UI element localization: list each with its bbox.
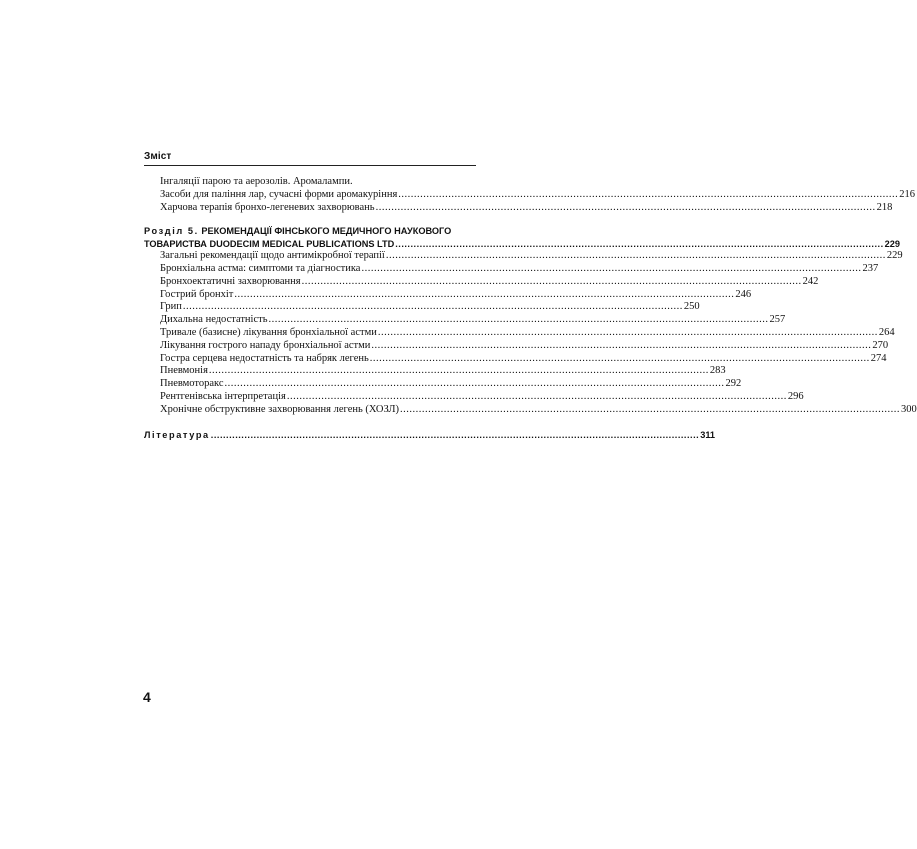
- leader-dots: [183, 301, 683, 314]
- toc-entry-title: Бронхіальна астма: симптоми та діагностика: [160, 263, 361, 274]
- toc-entry-page: 296: [787, 390, 804, 402]
- leader-dots: [269, 314, 769, 327]
- section-heading-line-1: [144, 225, 476, 237]
- literature-entry: [144, 429, 716, 442]
- toc-entry-title: Дихальна недостатність: [160, 314, 268, 326]
- toc-entry-title: Лікування гострого нападу бронхіальної астми: [160, 339, 371, 351]
- toc-entry-title: Харчова терапія бронхо-легеневих захворювань: [160, 201, 375, 213]
- header-rule: [144, 165, 476, 166]
- section-title-line-2: ТОВАРИСТВА DUODECIM MEDICAL PUBLICATIONS LTD: [144, 238, 395, 249]
- toc-entry-title: Тривале (базисне) лікування бронхіальної астми: [160, 326, 377, 338]
- toc-entry: [144, 188, 916, 202]
- leader-dots: [371, 340, 871, 353]
- leader-dots: [386, 250, 886, 263]
- toc-entry-title: Бронхоектатичні захворювання: [160, 275, 301, 287]
- toc-entry: [144, 263, 879, 276]
- leader-dots: [287, 391, 787, 404]
- toc-entry-title: Пневмоторакс: [160, 378, 224, 390]
- leader-dots: [302, 276, 802, 289]
- toc-entry-page: 274: [870, 352, 887, 364]
- toc-entry-page: 218: [876, 201, 893, 213]
- section-heading-line-2: [144, 238, 900, 250]
- toc-entry: [144, 339, 889, 353]
- toc-entry-title: Грип: [160, 301, 182, 313]
- toc-entry-page: 264: [878, 326, 895, 338]
- leader-dots: [361, 263, 861, 276]
- toc-entry-title: Рентгенівська інтерпретація: [160, 390, 286, 402]
- toc-entry-title: Гострий бронхіт: [160, 288, 234, 300]
- toc-entry-page: 237: [862, 263, 879, 274]
- toc-entry: [144, 176, 476, 189]
- leader-dots: [211, 429, 699, 442]
- toc-entry-page: 229: [886, 250, 903, 262]
- toc-entry: [144, 201, 893, 215]
- toc-entry: [144, 390, 804, 404]
- running-header-title: Зміст: [144, 151, 172, 162]
- toc-entry-title: Пневмонія: [160, 365, 208, 377]
- toc-entry-page: 242: [802, 275, 819, 287]
- leader-dots: [395, 238, 883, 250]
- toc-entry: [144, 288, 752, 302]
- leader-dots: [234, 289, 734, 302]
- toc-entry-title: Загальні рекомендації щодо антимікробної терапії: [160, 250, 385, 262]
- leader-dots: [209, 365, 709, 378]
- leader-dots: [398, 189, 898, 202]
- toc-entry-page: 246: [735, 288, 752, 300]
- section-page: 229: [884, 238, 900, 249]
- section-heading: [144, 225, 900, 250]
- section-title-line-1: РЕКОМЕНДАЦІЇ ФІНСЬКОГО МЕДИЧНОГО НАУКОВОГО: [201, 226, 452, 237]
- leader-dots: [225, 378, 725, 391]
- toc-entry: [144, 301, 700, 314]
- toc-entry-page: 292: [725, 378, 742, 390]
- toc-entry: [144, 275, 819, 289]
- toc-entry-page: 270: [872, 339, 889, 351]
- leader-dots: [400, 404, 900, 417]
- toc-entry: [144, 352, 887, 366]
- section-label: Розділ 5.: [144, 226, 199, 237]
- toc-entry: [144, 250, 903, 263]
- toc-entry-title: Інгаляції парою та аерозолів. Аромалампи.: [160, 176, 353, 187]
- toc-entry: [144, 403, 917, 417]
- table-of-contents: [144, 176, 917, 441]
- toc-entry-title: Засоби для паління лар, сучасні форми аромакуріння: [160, 188, 398, 200]
- toc-entry-page: 216: [899, 188, 916, 200]
- page-number: 4: [143, 689, 151, 705]
- leader-dots: [376, 202, 876, 215]
- toc-entry-page: 283: [709, 365, 726, 377]
- toc-entry-title: Хронічне обструктивне захворювання легень (ХОЗЛ): [160, 403, 399, 415]
- leader-dots: [370, 353, 870, 366]
- toc-entry: [144, 314, 786, 327]
- toc-entry: [144, 365, 726, 378]
- toc-entry: [144, 378, 742, 391]
- toc-entry-title: Гостра серцева недостатність та набряк легень: [160, 352, 369, 364]
- literature-page: 311: [700, 429, 716, 440]
- toc-entry: [144, 326, 895, 340]
- toc-entry-page: 300: [900, 403, 917, 415]
- literature-title: Література: [144, 429, 210, 440]
- leader-dots: [378, 327, 878, 340]
- toc-entry-page: 250: [683, 301, 700, 313]
- toc-entry-page: 257: [769, 314, 786, 326]
